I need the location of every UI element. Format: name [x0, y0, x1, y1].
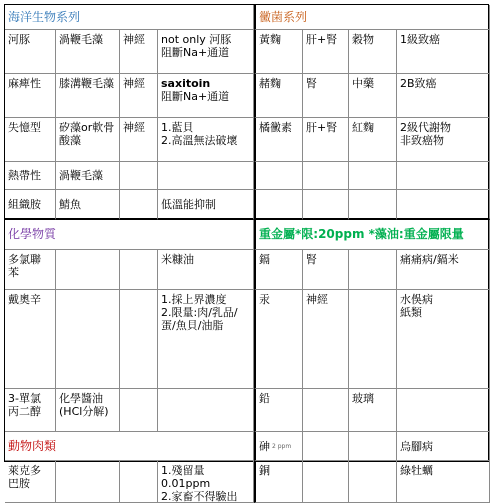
table-cell — [349, 162, 397, 190]
table-cell: 砷 2 ppm — [254, 432, 303, 461]
table-cell: 多氯聯 苯 — [5, 250, 56, 290]
table-cell: saxitoin 阻斷Na+通道 — [158, 74, 254, 118]
marine-header: 海洋生物系列 — [5, 5, 254, 30]
table-cell: 膝溝鞭毛藻 — [56, 74, 120, 118]
table-cell: 河豚 — [5, 30, 56, 74]
table-cell: 水俁病 紙類 — [397, 290, 490, 389]
table-cell: 腎 — [303, 250, 349, 290]
table-cell: 神經 — [120, 30, 158, 74]
table-cell — [303, 432, 349, 461]
table-cell: 玻璃 — [349, 389, 397, 432]
table-cell: 失憶型 — [5, 118, 56, 162]
fungus-header: 黴菌系列 — [254, 5, 490, 30]
table-cell — [120, 250, 158, 290]
table-cell: not only 河豚 阻斷Na+通道 — [158, 30, 254, 74]
table-cell: 矽藻or軟骨 酸藻 — [56, 118, 120, 162]
metal-header: 重金屬*限:20ppm *藻油:重金屬限量 — [254, 220, 490, 250]
table-cell — [349, 461, 397, 503]
table-cell: 1.採上界濃度 2.限量:肉/乳品/ 蛋/魚貝/油脂 — [158, 290, 254, 389]
table-cell: 化學醬油 (HCl分解) — [56, 389, 120, 432]
table-cell — [397, 389, 490, 432]
table-cell — [303, 190, 349, 220]
table-cell: 肝+腎 — [303, 30, 349, 74]
meat-header: 動物肉類 — [5, 432, 254, 461]
table-cell — [120, 190, 158, 220]
table-cell: 黃麴 — [254, 30, 303, 74]
table-cell: 腎 — [303, 74, 349, 118]
table-cell — [254, 190, 303, 220]
table-cell — [349, 290, 397, 389]
table-cell: 熱帶性 — [5, 162, 56, 190]
food-toxin-table — [4, 4, 489, 503]
table-cell: 組織胺 — [5, 190, 56, 220]
table-cell: 萊克多 巴胺 — [5, 461, 56, 503]
table-cell: 烏腳病 — [397, 432, 490, 461]
table-cell: 痛痛病/鎘米 — [397, 250, 490, 290]
table-cell: 3-單氯 丙二醇 — [5, 389, 56, 432]
table-cell — [397, 162, 490, 190]
table-cell: 1級致癌 — [397, 30, 490, 74]
table-cell — [349, 432, 397, 461]
table-cell: 低溫能抑制 — [158, 190, 254, 220]
table-cell — [120, 461, 158, 503]
table-cell: 麻痺性 — [5, 74, 56, 118]
table-cell — [349, 250, 397, 290]
chem-header: 化學物質 — [5, 220, 254, 250]
table-cell — [56, 290, 120, 389]
table-cell: 綠牡蠣 — [397, 461, 490, 503]
table-cell: 鎘 — [254, 250, 303, 290]
table-cell — [120, 290, 158, 389]
table-cell: 穀物 — [349, 30, 397, 74]
table-cell: 銅 — [254, 461, 303, 503]
table-cell — [349, 190, 397, 220]
table-cell: 渦鞭毛藻 — [56, 162, 120, 190]
table-cell — [120, 389, 158, 432]
table-cell — [303, 162, 349, 190]
table-cell: 1.殘留量 0.01ppm 2.家畜不得驗出 — [158, 461, 254, 503]
table-cell: 鉛 — [254, 389, 303, 432]
table-cell: 1.藍貝 2.高溫無法破壞 — [158, 118, 254, 162]
table-cell — [158, 162, 254, 190]
table-cell: 中藥 — [349, 74, 397, 118]
table-cell — [254, 162, 303, 190]
table-cell: 橘黴素 — [254, 118, 303, 162]
table-cell: 戴奧辛 — [5, 290, 56, 389]
table-cell: 2B致癌 — [397, 74, 490, 118]
table-cell: 神經 — [120, 118, 158, 162]
table-cell: 渦鞭毛藻 — [56, 30, 120, 74]
table-cell: 神經 — [120, 74, 158, 118]
table-cell: 鯖魚 — [56, 190, 120, 220]
table-cell: 赭麴 — [254, 74, 303, 118]
table-cell: 2級代謝物 非致癌物 — [397, 118, 490, 162]
table-cell: 汞 — [254, 290, 303, 389]
table-cell — [56, 461, 120, 503]
table-cell: 神經 — [303, 290, 349, 389]
table-cell: 紅麴 — [349, 118, 397, 162]
table-cell — [397, 190, 490, 220]
table-cell: 肝+腎 — [303, 118, 349, 162]
table-cell — [158, 389, 254, 432]
table-cell — [303, 461, 349, 503]
table-cell — [303, 389, 349, 432]
table-cell — [120, 162, 158, 190]
table-cell — [56, 250, 120, 290]
table-cell: 米糠油 — [158, 250, 254, 290]
